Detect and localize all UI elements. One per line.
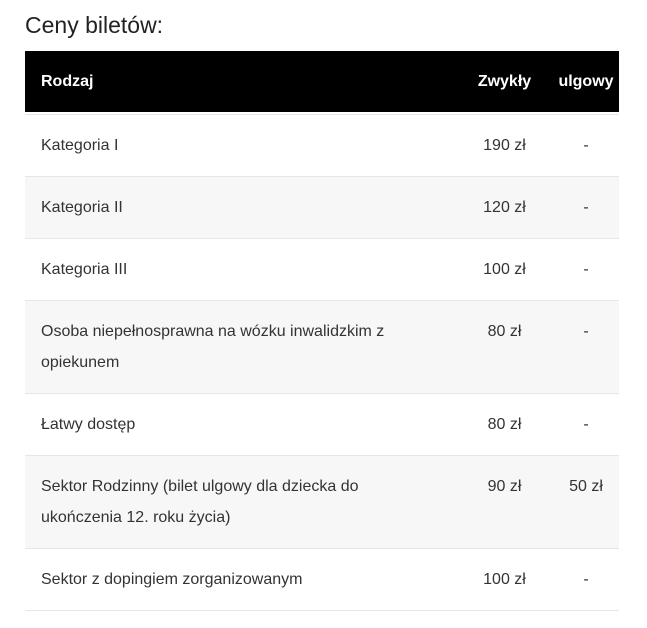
ticket-type-cell: Łatwy dostęp [25, 394, 456, 456]
reduced-price-cell: - [553, 549, 619, 611]
table-header-row [25, 51, 619, 112]
table-row [25, 394, 619, 456]
table-row [25, 115, 619, 177]
reduced-price-cell: - [553, 177, 619, 239]
regular-price-cell: 80 zł [456, 394, 553, 456]
table-header [25, 51, 619, 112]
header-type: Rodzaj [41, 72, 94, 90]
regular-price-cell: 100 zł [456, 549, 553, 611]
table-row [25, 177, 619, 239]
reduced-price-cell: - [553, 394, 619, 456]
table-row [25, 301, 619, 394]
ticket-type-cell: Osoba niepełnosprawna na wózku inwalidzkim z opiekunem [25, 301, 456, 394]
regular-price-cell: 90 zł [456, 456, 553, 549]
ticket-type-cell: Sektor Rodzinny (bilet ulgowy dla dziecka do ukończenia 12. roku życia) [25, 456, 456, 549]
header-reduced-price: ulgowy [558, 72, 614, 90]
table-row [25, 239, 619, 301]
reduced-price-cell: - [553, 301, 619, 394]
regular-price-cell: 80 zł [456, 301, 553, 394]
ticket-type-cell: Sektor z dopingiem zorganizowanym [25, 549, 456, 611]
ticket-type-cell: Kategoria I [25, 115, 456, 177]
reduced-price-cell: - [553, 115, 619, 177]
regular-price-cell: 120 zł [456, 177, 553, 239]
table-body [25, 112, 619, 611]
ticket-type-cell: Kategoria II [25, 177, 456, 239]
reduced-price-cell: 50 zł [553, 456, 619, 549]
table-row [25, 549, 619, 611]
regular-price-cell: 100 zł [456, 239, 553, 301]
regular-price-cell: 190 zł [456, 115, 553, 177]
header-regular-price: Zwykły [477, 72, 532, 90]
ticket-price-table [25, 51, 619, 611]
ticket-type-cell: Kategoria III [25, 239, 456, 301]
reduced-price-cell: - [553, 239, 619, 301]
page-title: Ceny biletów: [25, 12, 164, 38]
table-row [25, 456, 619, 549]
